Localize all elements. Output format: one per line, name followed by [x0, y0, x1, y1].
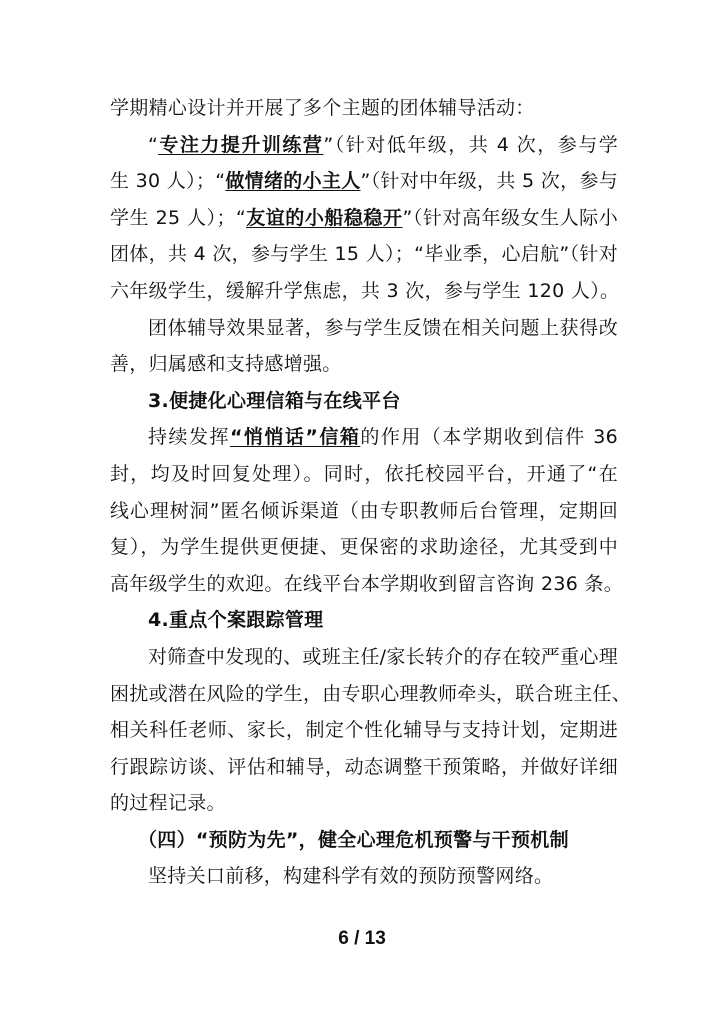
paragraph-text: 高年级学生的欢迎。在线平台本学期收到留言咨询 236 条。 [110, 572, 624, 595]
activity-title-friendship-boat: 友谊的小船稳稳开 [246, 206, 403, 229]
paragraph-text: 善，归属感和支持感增强。 [110, 353, 342, 376]
paragraph-text: 对筛查中发现的、或班主任/家长转介的存在较严重心理 [148, 645, 618, 668]
paragraph-text: ”（针对高年级女生人际小 [402, 206, 618, 229]
paragraph-text: 的过程记录。 [110, 792, 226, 815]
subheading-text: 3.便捷化心理信箱与在线平台 [148, 389, 401, 412]
text-line [110, 456, 618, 493]
paragraph-text: 学期精心设计并开展了多个主题的团体辅导活动： [110, 97, 535, 119]
text-line [110, 493, 618, 530]
text-line [110, 676, 632, 713]
activity-title-emotion-master: 做情绪的小主人 [225, 170, 361, 193]
paragraph-text: 持续发挥 [148, 426, 230, 449]
text-line [110, 310, 618, 347]
text-line [110, 529, 618, 566]
section-heading-prevention [110, 822, 618, 859]
text-line [110, 200, 618, 237]
text-line [110, 90, 618, 127]
paragraph-text: 团体，共 4 次，参与学生 15 人）；“毕业季，心启航”（针对 [110, 243, 618, 266]
text-line [110, 236, 618, 273]
paragraph-text: 的作用（本学期收到信件 36 [360, 426, 619, 449]
paragraph-text: 生 30 人）；“ [110, 170, 226, 193]
subheading-text: 4.重点个案跟踪管理 [148, 609, 324, 632]
paragraph-text: 封，均及时回复处理）。同时，依托校园平台，开通了“在 [110, 462, 618, 485]
paragraph-text: 困扰或潜在风险的学生，由专职心理教师牵头，联合班主任、 [110, 682, 632, 705]
text-line [110, 749, 618, 786]
whisper-mailbox-name: “悄悄话”信箱 [229, 426, 361, 449]
text-line [110, 712, 618, 749]
paragraph-text: 坚持关口前移，构建科学有效的预防预警网络。 [148, 865, 554, 888]
text-line [110, 273, 618, 310]
text-line [110, 163, 618, 200]
text-line [110, 346, 618, 383]
paragraph-text: 团体辅导效果显著，参与学生反馈在相关问题上获得改 [148, 316, 618, 339]
subheading-case-tracking [110, 602, 618, 639]
text-line [110, 858, 618, 895]
paragraph-text: ”（针对低年级，共 4 次，参与学 [323, 133, 618, 156]
paragraph-text: 学生 25 人）；“ [110, 206, 246, 229]
text-line [110, 785, 618, 822]
paragraph-text: 相关科任老师、家长，制定个性化辅导与支持计划，定期进 [110, 719, 618, 742]
page-number: 6 / 13 [338, 928, 386, 949]
text-line [110, 419, 618, 456]
quote-mark: “ [148, 133, 159, 156]
paragraph-text: 线心理树洞”匿名倾诉渠道（由专职教师后台管理，定期回 [110, 499, 618, 522]
activity-title-focus-camp: 专注力提升训练营 [158, 133, 324, 156]
text-line [110, 639, 618, 676]
paragraph-text: 六年级学生，缓解升学焦虑，共 3 次，参与学生 120 人）。 [110, 279, 620, 302]
paragraph-text: 行跟踪访谈、评估和辅导，动态调整干预策略，并做好详细 [110, 755, 618, 778]
body-text [110, 90, 632, 895]
paragraph-text: ”（针对中年级，共 5 次，参与 [360, 170, 618, 193]
paragraph-text: 复），为学生提供更便捷、更保密的求助途径，尤其受到中 [110, 536, 618, 559]
subheading-mailbox-platform [110, 383, 618, 420]
text-line [110, 566, 624, 603]
text-line [110, 127, 618, 164]
section-heading-text: （四）“预防为先”，健全心理危机预警与干预机制 [138, 828, 569, 851]
